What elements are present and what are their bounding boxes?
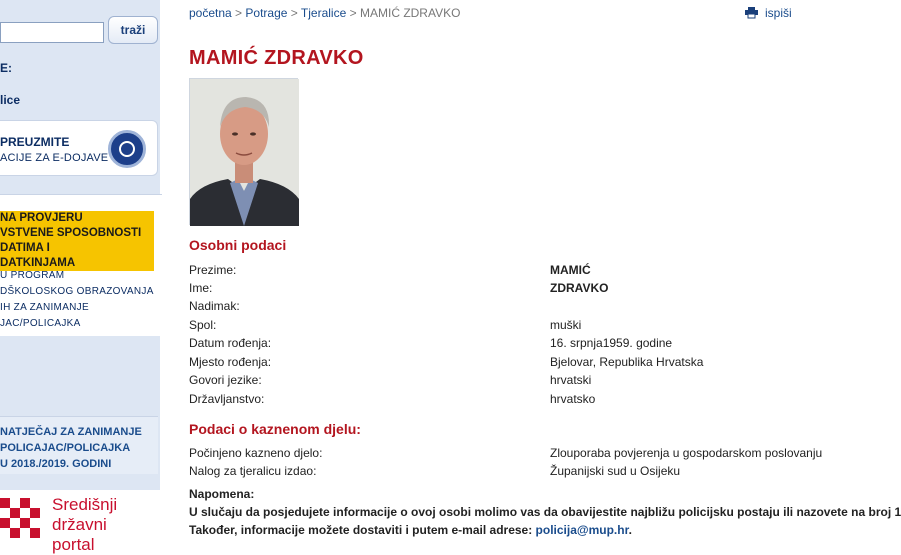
edojave-line1: PREUZMITE <box>0 135 70 149</box>
personal-row-value: muški <box>550 318 582 332</box>
crime-row-value: Zlouporaba povjerenja u gospodarskom poslovanju <box>550 446 823 460</box>
crime-data-heading: Podaci o kaznenom djelu: <box>189 421 361 437</box>
provjera-line: DATIMA I <box>0 242 50 254</box>
personal-data-heading: Osobni podaci <box>189 237 287 253</box>
personal-row-label: Ime: <box>189 281 213 295</box>
personal-row-label: Državljanstvo: <box>189 392 265 406</box>
checkerboard-logo-icon <box>0 498 40 538</box>
personal-row-value: MAMIĆ <box>550 263 591 277</box>
breadcrumb <box>189 6 460 20</box>
provjera-item[interactable]: DŠKOLOSKOG OBRAZOVANJA <box>0 286 154 297</box>
breadcrumb-potrage[interactable]: Potrage <box>245 6 288 20</box>
personal-row-label: Mjesto rođenja: <box>189 355 272 369</box>
crime-row-value: Županijski sud u Osijeku <box>550 464 681 478</box>
gov-portal-logo[interactable] <box>0 490 160 554</box>
crime-row-label: Nalog za tjeralicu izdao: <box>189 464 317 478</box>
provjera-line: NA PROVJERU <box>0 212 83 224</box>
provjera-highlight <box>0 211 154 271</box>
logo-line: portal <box>52 535 95 554</box>
personal-row-label: Prezime: <box>189 263 237 277</box>
provjera-item[interactable]: U PROGRAM <box>0 270 65 281</box>
email-link[interactable]: policija@mup.hr <box>535 523 629 537</box>
search-input[interactable] <box>0 22 104 43</box>
person-photo <box>189 78 298 225</box>
logo-line: državni <box>52 515 107 534</box>
sidebar-link-tjeralice[interactable]: lice <box>0 93 21 107</box>
natjecaj-line: NATJEČAJ ZA ZANIMANJE <box>0 426 142 438</box>
provjera-line: DATKINJAMA <box>0 257 76 269</box>
personal-row-label: Datum rođenja: <box>189 336 272 350</box>
natjecaj-line: U 2018./2019. GODINI <box>0 458 112 470</box>
natjecaj-line: POLICAJAC/POLICAJKA <box>0 442 131 454</box>
printer-icon <box>745 7 758 18</box>
search-button[interactable]: traži <box>108 16 158 44</box>
personal-row-value: Bjelovar, Republika Hrvatska <box>550 355 704 369</box>
breadcrumb-home[interactable]: početna <box>189 6 232 20</box>
person-photo-image <box>190 79 299 226</box>
breadcrumb-separator: > <box>235 6 243 20</box>
page-title: MAMIĆ ZDRAVKO <box>189 47 364 69</box>
edojave-app-icon <box>108 130 146 168</box>
sidebar <box>0 0 160 554</box>
note-contact <box>189 523 632 537</box>
note-text: U slučaju da posjedujete informacije o ovoj osobi molimo vas da obavijestite najbližu policijsku postaju ili nazovete na broj 1 <box>189 505 901 519</box>
natjecaj-banner[interactable] <box>0 416 158 474</box>
print-link[interactable] <box>745 6 792 20</box>
logo-line: Središnji <box>52 495 118 514</box>
sidebar-heading: E: <box>0 61 12 75</box>
provjera-item[interactable]: JAC/POLICAJKA <box>0 318 81 329</box>
note-contact-suffix: . <box>628 523 632 537</box>
note-contact-prefix: Također, informacije možete dostaviti i putem e-mail adrese: <box>189 523 536 537</box>
provjera-item[interactable]: IH ZA ZANIMANJE <box>0 302 89 313</box>
breadcrumb-separator: > <box>349 6 357 20</box>
personal-row-value: 16. srpnja1959. godine <box>550 336 673 350</box>
personal-row-label: Nadimak: <box>189 299 240 313</box>
personal-row-label: Spol: <box>189 318 217 332</box>
breadcrumb-tjeralice[interactable]: Tjeralice <box>300 6 347 20</box>
personal-row-label: Govori jezike: <box>189 373 262 387</box>
edojave-line2: ACIJE ZA E-DOJAVE <box>0 152 109 164</box>
provjera-banner[interactable] <box>0 194 162 336</box>
edojave-banner[interactable] <box>0 120 158 176</box>
note-label: Napomena: <box>189 487 255 501</box>
personal-row-value: hrvatsko <box>550 392 596 406</box>
breadcrumb-separator: > <box>290 6 298 20</box>
breadcrumb-current: MAMIĆ ZDRAVKO <box>359 6 461 20</box>
personal-row-value: hrvatski <box>550 373 592 387</box>
personal-row-value: ZDRAVKO <box>550 281 609 295</box>
provjera-line: VSTVENE SPOSOBNOSTI <box>0 227 142 239</box>
print-label: ispiši <box>765 6 792 20</box>
crime-row-label: Počinjeno kazneno djelo: <box>189 446 323 460</box>
